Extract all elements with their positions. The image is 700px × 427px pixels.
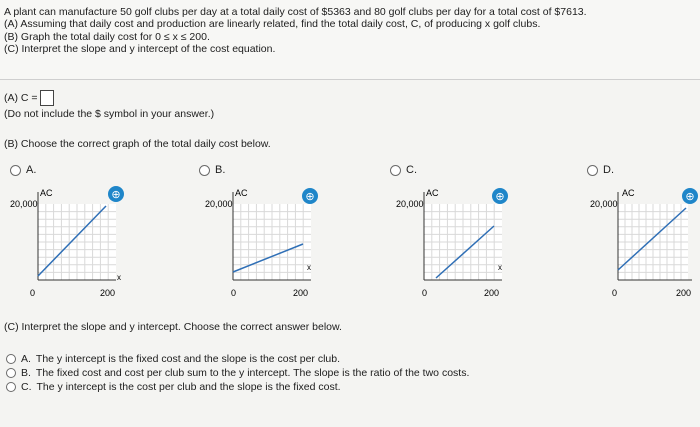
x-max-label: 200 bbox=[100, 288, 116, 298]
y-max-label: 20,000 bbox=[590, 199, 618, 209]
part-a-label: (A) C = bbox=[4, 92, 38, 104]
problem-statement bbox=[0, 0, 700, 80]
x-axis-label: x bbox=[117, 273, 121, 282]
interpretation-option-a[interactable] bbox=[6, 352, 469, 366]
interpretation-option-c[interactable] bbox=[6, 380, 469, 394]
graph-option-d-label: D. bbox=[603, 164, 614, 176]
option-text: The fixed cost and cost per club sum to the y intercept. The slope is the ratio of the two costs. bbox=[35, 367, 470, 379]
option-text: The y intercept is the fixed cost and the slope is the cost per club. bbox=[35, 353, 341, 365]
problem-line-4: (C) Interpret the slope and y intercept of the cost equation. bbox=[4, 43, 276, 56]
graph-option-b[interactable] bbox=[199, 164, 225, 176]
radio-c[interactable] bbox=[390, 165, 401, 176]
graph-option-c-label: C. bbox=[406, 164, 417, 176]
graph-option-a-label: A. bbox=[26, 164, 37, 176]
c-axis-label: AC bbox=[40, 188, 53, 198]
origin-label: 0 bbox=[422, 288, 428, 298]
part-a bbox=[4, 90, 214, 120]
graph-option-c[interactable] bbox=[390, 164, 417, 176]
c-axis-label: AC bbox=[426, 188, 439, 198]
magnify-icon[interactable]: ⊕ bbox=[492, 188, 508, 204]
graph-option-d[interactable] bbox=[587, 164, 614, 176]
graph-option-a[interactable] bbox=[10, 164, 36, 176]
radio-b[interactable] bbox=[6, 368, 16, 378]
x-axis-label: x bbox=[307, 263, 311, 272]
radio-d[interactable] bbox=[587, 165, 598, 176]
y-max-label: 20,000 bbox=[10, 199, 38, 209]
option-letter: C. bbox=[21, 381, 32, 393]
c-axis-label: AC bbox=[622, 188, 635, 198]
c-axis-label: AC bbox=[235, 188, 248, 198]
radio-b[interactable] bbox=[199, 165, 210, 176]
graph-option-b-label: B. bbox=[215, 164, 226, 176]
magnify-icon[interactable]: ⊕ bbox=[302, 188, 318, 204]
y-max-label: 20,000 bbox=[205, 199, 233, 209]
option-letter: B. bbox=[21, 367, 31, 379]
x-max-label: 200 bbox=[293, 288, 309, 298]
radio-c[interactable] bbox=[6, 382, 16, 392]
x-max-label: 200 bbox=[484, 288, 500, 298]
radio-a[interactable] bbox=[10, 165, 21, 176]
x-max-label: 200 bbox=[676, 288, 692, 298]
y-max-label: 20,000 bbox=[396, 199, 424, 209]
part-c-prompt: (C) Interpret the slope and y intercept. Choose the correct answer below. bbox=[4, 321, 342, 333]
option-text: The y intercept is the cost per club and the slope is the fixed cost. bbox=[36, 381, 341, 393]
part-b-prompt: (B) Choose the correct graph of the total daily cost below. bbox=[4, 138, 271, 150]
problem-line-2: (A) Assuming that daily cost and production are linearly related, find the total daily cost, C, of producing x golf clubs. bbox=[4, 18, 541, 31]
cost-answer-input[interactable] bbox=[40, 90, 54, 106]
part-a-note: (Do not include the $ symbol in your answer.) bbox=[4, 108, 215, 120]
x-axis-label: x bbox=[498, 263, 502, 272]
origin-label: 0 bbox=[612, 288, 618, 298]
origin-label: 0 bbox=[30, 288, 36, 298]
problem-line-3: (B) Graph the total daily cost for 0 ≤ x ≤ 200. bbox=[4, 30, 210, 43]
magnify-icon[interactable]: ⊕ bbox=[682, 188, 698, 204]
radio-a[interactable] bbox=[6, 354, 16, 364]
option-letter: A. bbox=[21, 353, 31, 365]
magnify-icon[interactable]: ⊕ bbox=[108, 186, 124, 202]
part-c-options bbox=[6, 352, 469, 394]
problem-line-1: A plant can manufacture 50 golf clubs per day at a total daily cost of $5363 and 80 golf clubs per day for a total cost of $7613. bbox=[4, 6, 587, 18]
origin-label: 0 bbox=[231, 288, 237, 298]
interpretation-option-b[interactable] bbox=[6, 366, 469, 380]
